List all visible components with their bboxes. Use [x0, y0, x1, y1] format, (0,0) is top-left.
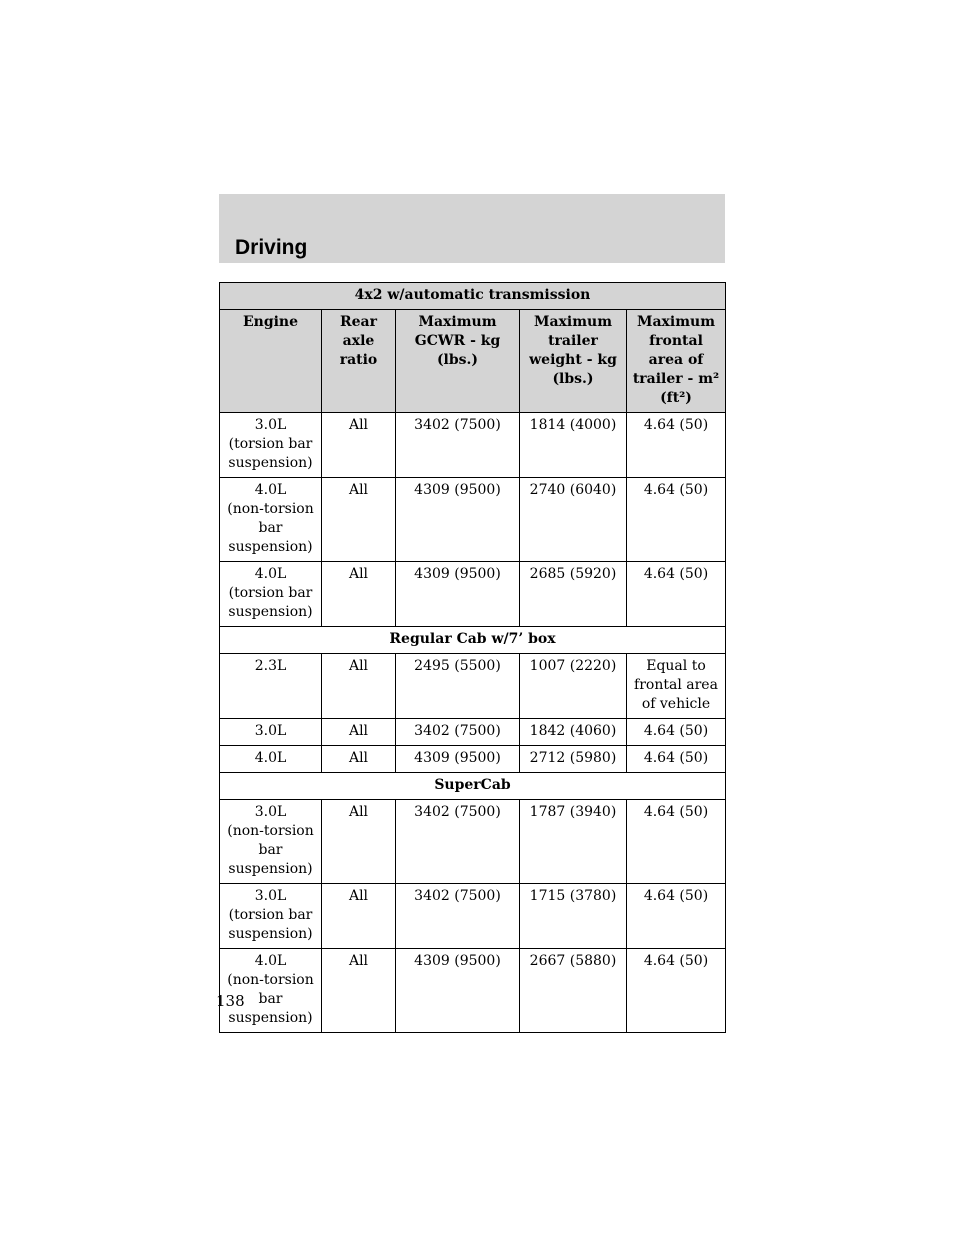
- section-title-row: [220, 283, 726, 310]
- engine-cell: [220, 719, 322, 746]
- column-header-row: [220, 310, 726, 413]
- page-number: 138: [216, 992, 245, 1010]
- table-body: [220, 283, 726, 1033]
- table-row: [220, 478, 726, 562]
- cell-line: 3.0L: [254, 804, 287, 820]
- trailer-weight-cell: 1842 (4060): [520, 719, 627, 746]
- frontal-area-cell: [627, 562, 726, 627]
- section-title-row: [220, 773, 726, 800]
- gcwr-cell: 3402 (7500): [396, 800, 520, 884]
- frontal-area-cell: [627, 413, 726, 478]
- cell-line: 4.64 (50): [643, 804, 709, 820]
- axle-ratio-cell: All: [322, 800, 396, 884]
- axle-ratio-cell: All: [322, 413, 396, 478]
- cell-line: (lbs.): [552, 371, 594, 387]
- cell-line: 4.64 (50): [643, 723, 709, 739]
- cell-line: 4.0L: [254, 953, 287, 969]
- engine-cell: [220, 654, 322, 719]
- gcwr-cell: 3402 (7500): [396, 884, 520, 949]
- cell-line: area of: [648, 352, 704, 368]
- section-heading: SuperCab: [220, 773, 726, 800]
- axle-ratio-cell: All: [322, 949, 396, 1033]
- frontal-area-cell: [627, 884, 726, 949]
- section-heading: 4x2 w/automatic transmission: [220, 283, 726, 310]
- gcwr-cell: 3402 (7500): [396, 413, 520, 478]
- engine-cell: [220, 746, 322, 773]
- frontal-area-cell: [627, 949, 726, 1033]
- cell-line: suspension): [228, 604, 313, 620]
- cell-line: Maximum: [533, 314, 613, 330]
- header-rear-axle-ratio: [322, 310, 396, 413]
- header-max-gcwr: [396, 310, 520, 413]
- cell-line: 4.0L: [254, 482, 287, 498]
- cell-line: suspension): [228, 455, 313, 471]
- cell-line: ratio: [339, 352, 378, 368]
- axle-ratio-cell: All: [322, 719, 396, 746]
- cell-line: suspension): [228, 926, 313, 942]
- table-row: [220, 562, 726, 627]
- trailer-weight-cell: 2685 (5920): [520, 562, 627, 627]
- section-header-bar: [219, 194, 725, 263]
- trailer-weight-cell: 1787 (3940): [520, 800, 627, 884]
- axle-ratio-cell: All: [322, 562, 396, 627]
- trailer-weight-cell: 1814 (4000): [520, 413, 627, 478]
- cell-line: suspension): [228, 861, 313, 877]
- header-max-trailer-weight: [520, 310, 627, 413]
- cell-line: Maximum: [636, 314, 716, 330]
- cell-line: Engine: [242, 314, 299, 330]
- cell-line: (torsion bar: [228, 436, 313, 452]
- axle-ratio-cell: All: [322, 746, 396, 773]
- cell-line: of vehicle: [641, 696, 711, 712]
- gcwr-cell: 4309 (9500): [396, 949, 520, 1033]
- trailer-weight-cell: 2667 (5880): [520, 949, 627, 1033]
- frontal-area-cell: [627, 800, 726, 884]
- cell-line: trailer: [548, 333, 598, 349]
- cell-line: bar: [258, 842, 283, 858]
- cell-line: 4.64 (50): [643, 566, 709, 582]
- gcwr-cell: 3402 (7500): [396, 719, 520, 746]
- section-heading: Regular Cab w/7’ box: [220, 627, 726, 654]
- table-row: [220, 413, 726, 478]
- cell-line: weight - kg: [529, 352, 617, 368]
- cell-line: (torsion bar: [228, 907, 313, 923]
- cell-line: (torsion bar: [228, 585, 313, 601]
- trailer-weight-cell: 2740 (6040): [520, 478, 627, 562]
- cell-line: frontal area: [634, 677, 718, 693]
- trailer-weight-cell: 1007 (2220): [520, 654, 627, 719]
- gcwr-cell: 4309 (9500): [396, 562, 520, 627]
- cell-line: (lbs.): [436, 352, 479, 368]
- cell-line: 2.3L: [254, 658, 287, 674]
- cell-line: 4.0L: [254, 750, 287, 766]
- engine-cell: [220, 949, 322, 1033]
- gcwr-cell: 4309 (9500): [396, 478, 520, 562]
- cell-line: 3.0L: [254, 888, 287, 904]
- engine-cell: [220, 478, 322, 562]
- towing-spec-table: [219, 282, 726, 1033]
- header-max-frontal-area: [627, 310, 726, 413]
- frontal-area-cell: [627, 654, 726, 719]
- cell-line: bar: [258, 520, 283, 536]
- cell-line: GCWR - kg: [414, 333, 501, 349]
- table-row: [220, 884, 726, 949]
- trailer-weight-cell: 2712 (5980): [520, 746, 627, 773]
- engine-cell: [220, 800, 322, 884]
- section-title-row: [220, 627, 726, 654]
- frontal-area-cell: [627, 478, 726, 562]
- table-row: [220, 949, 726, 1033]
- table-row: [220, 746, 726, 773]
- cell-line: (non-torsion: [227, 501, 314, 517]
- cell-line: (non-torsion: [227, 823, 314, 839]
- cell-line: axle: [342, 333, 375, 349]
- frontal-area-cell: [627, 719, 726, 746]
- cell-line: Equal to: [646, 658, 706, 674]
- cell-line: (non-torsion: [227, 972, 314, 988]
- cell-line: 4.0L: [254, 566, 287, 582]
- cell-line: 4.64 (50): [643, 417, 709, 433]
- table-row: [220, 719, 726, 746]
- axle-ratio-cell: All: [322, 478, 396, 562]
- cell-line: 4.64 (50): [643, 953, 709, 969]
- cell-line: trailer - m²: [632, 371, 720, 387]
- cell-line: 4.64 (50): [643, 750, 709, 766]
- cell-line: suspension): [228, 539, 313, 555]
- frontal-area-cell: [627, 746, 726, 773]
- header-engine: [220, 310, 322, 413]
- gcwr-cell: 2495 (5500): [396, 654, 520, 719]
- cell-line: 4.64 (50): [643, 482, 709, 498]
- cell-line: bar: [258, 991, 283, 1007]
- gcwr-cell: 4309 (9500): [396, 746, 520, 773]
- cell-line: frontal: [649, 333, 703, 349]
- table-row: [220, 654, 726, 719]
- table-row: [220, 800, 726, 884]
- cell-line: (ft²): [660, 390, 692, 406]
- cell-line: Rear: [340, 314, 377, 330]
- engine-cell: [220, 562, 322, 627]
- cell-line: suspension): [228, 1010, 313, 1026]
- axle-ratio-cell: All: [322, 654, 396, 719]
- axle-ratio-cell: All: [322, 884, 396, 949]
- section-title: Driving: [235, 236, 308, 259]
- engine-cell: [220, 413, 322, 478]
- cell-line: 4.64 (50): [643, 888, 709, 904]
- trailer-weight-cell: 1715 (3780): [520, 884, 627, 949]
- cell-line: Maximum: [418, 314, 497, 330]
- cell-line: 3.0L: [254, 417, 287, 433]
- cell-line: 3.0L: [254, 723, 287, 739]
- engine-cell: [220, 884, 322, 949]
